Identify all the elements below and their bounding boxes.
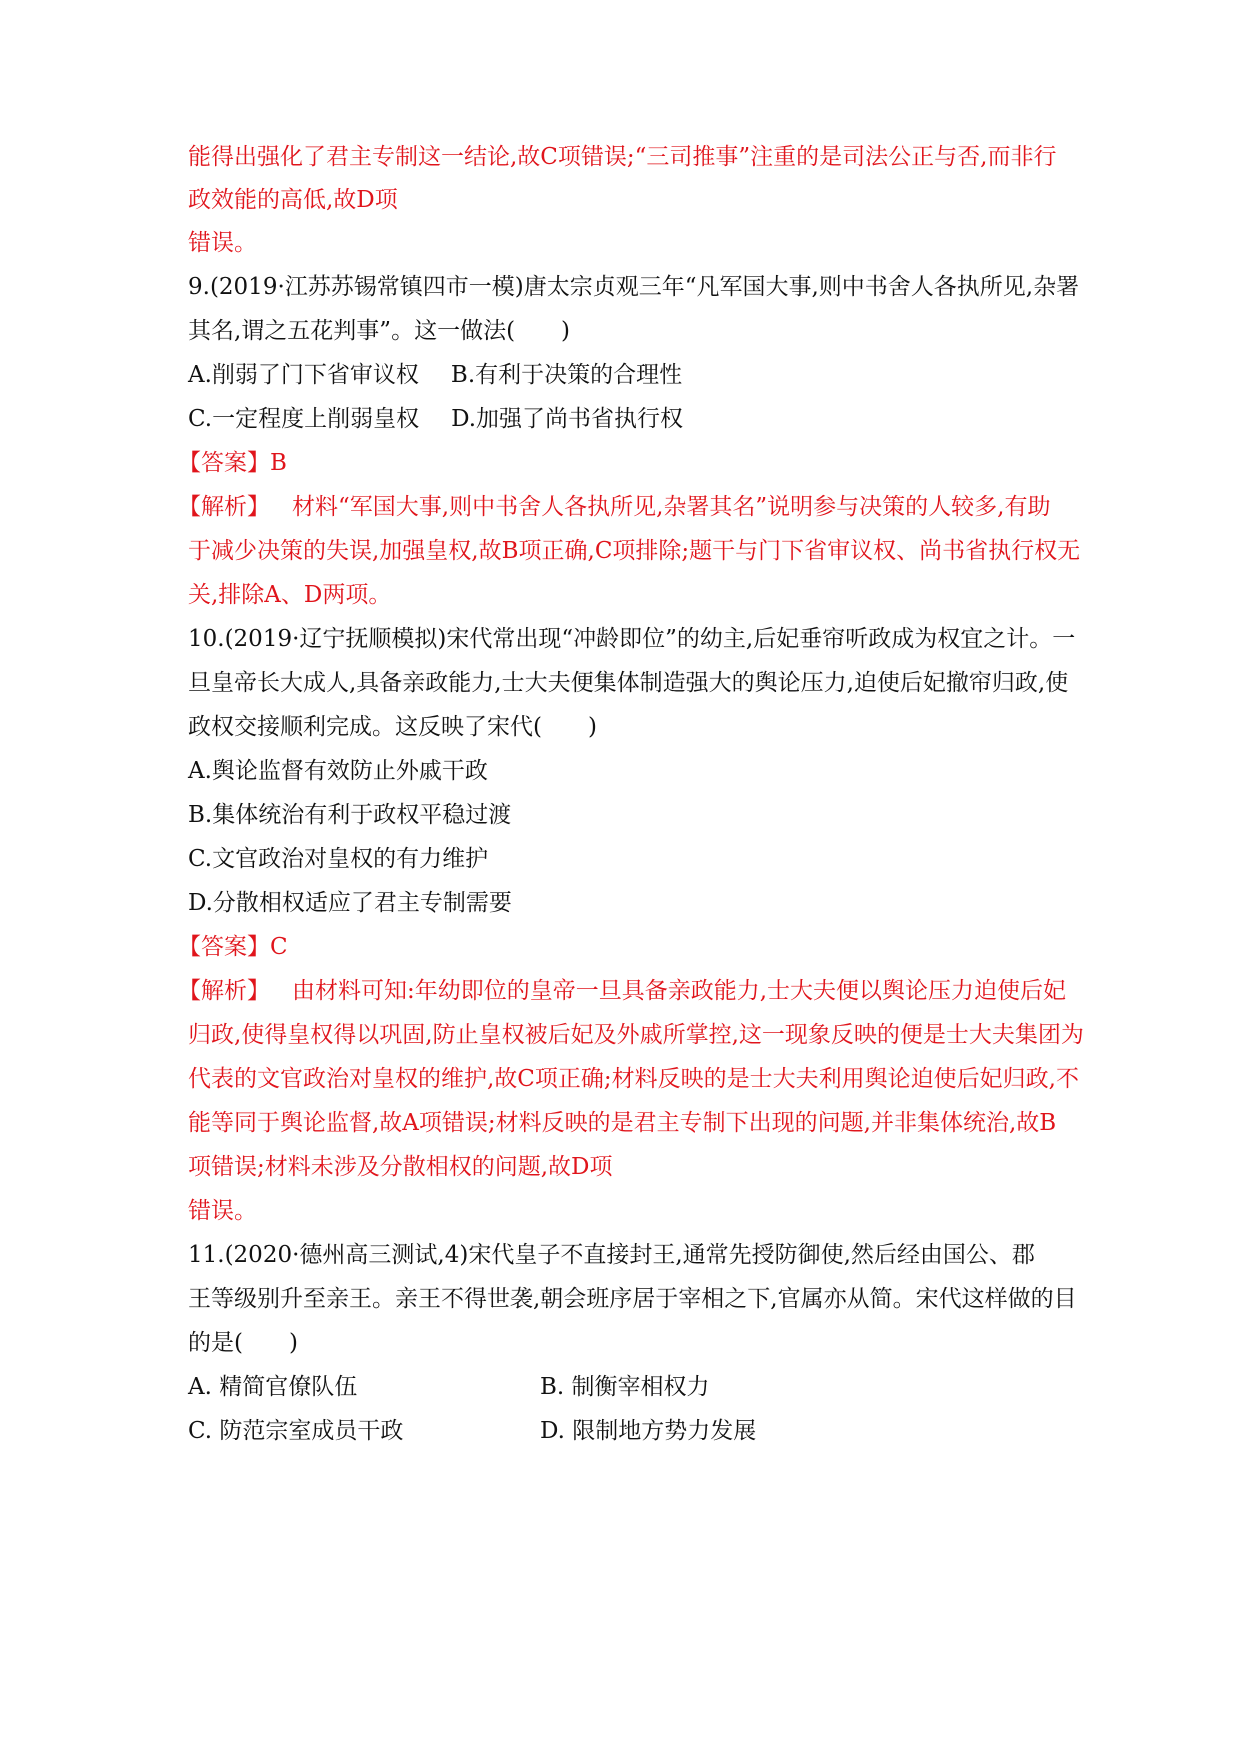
q9-answer-tag: 【答案】 xyxy=(178,450,270,476)
q9-explanation-line-3: 关,排除A、D两项。 xyxy=(188,582,392,608)
q10-answer-tag: 【答案】 xyxy=(178,934,270,960)
q10-explanation-line-3: 代表的文官政治对皇权的维护,故C项正确;材料反映的是士大夫利用舆论迫使后妃归政,不 xyxy=(188,1066,1079,1092)
q11-option-d: D. 限制地方势力发展 xyxy=(540,1418,757,1444)
q9-explanation-line-2: 于减少决策的失误,加强皇权,故B项正确,C项排除;题干与门下省审议权、尚书省执行权无 xyxy=(188,538,1081,564)
q10-stem-line-1: 10.(2019·辽宁抚顺模拟)宋代常出现“冲龄即位”的幼主,后妃垂帘听政成为权宜之计。一 xyxy=(188,626,1076,652)
q9-option-b: B.有利于决策的合理性 xyxy=(450,362,683,388)
q10-explanation-line-2: 归政,使得皇权得以巩固,防止皇权被后妃及外戚所掌控,这一现象反映的便是士大夫集团为 xyxy=(188,1022,1084,1048)
q11-stem-line-3: 的是( ) xyxy=(188,1330,298,1356)
q9-option-d: D.加强了尚书省执行权 xyxy=(451,406,684,432)
q9-explanation-text-1: 材料“军国大事,则中书舍人各执所见,杂署其名”说明参与决策的人较多,有助 xyxy=(292,494,1051,520)
q11-stem-line-2: 王等级别升至亲王。亲王不得世袭,朝会班序居于宰相之下,官属亦从简。宋代这样做的目 xyxy=(188,1286,1077,1312)
q10-option-a: A.舆论监督有效防止外戚干政 xyxy=(188,758,488,784)
q9-options-row-1 xyxy=(188,360,682,390)
q11-options-row-2 xyxy=(188,1416,1088,1446)
q9-options-row-2 xyxy=(188,404,683,434)
q9-answer-value: B xyxy=(270,450,287,476)
q9-explanation-tag: 【解析】 xyxy=(178,494,270,520)
q9-stem-line-2: 其名,谓之五花判事”。这一做法( ) xyxy=(188,318,571,344)
q11-stem-line-1: 11.(2020·德州高三测试,4)宋代皇子不直接封王,通常先授防御使,然后经由国公、郡 xyxy=(188,1242,1035,1268)
q10-explanation-tag: 【解析】 xyxy=(178,978,270,1004)
q10-explanation-line-5: 项错误;材料未涉及分散相权的问题,故D项 xyxy=(188,1154,613,1180)
q11-option-b: B. 制衡宰相权力 xyxy=(540,1374,710,1400)
q10-explanation-line-6: 错误。 xyxy=(188,1198,257,1224)
q11-options-row-1 xyxy=(188,1372,1088,1402)
prev-explanation-line-2: 政效能的高低,故D项 xyxy=(188,187,398,213)
q10-explanation-line-4: 能等同于舆论监督,故A项错误;材料反映的是君主专制下出现的问题,并非集体统治,故B xyxy=(188,1110,1057,1136)
q9-stem-line-1: 9.(2019·江苏苏锡常镇四市一模)唐太宗贞观三年“凡军国大事,则中书舍人各执所见,杂署 xyxy=(188,274,1080,300)
prev-explanation-line-3: 错误。 xyxy=(188,230,257,256)
q10-explanation-text-1: 由材料可知:年幼即位的皇帝一旦具备亲政能力,士大夫便以舆论压力迫使后妃 xyxy=(292,978,1067,1004)
q10-option-d: D.分散相权适应了君主专制需要 xyxy=(188,890,512,916)
q11-option-c: C. 防范宗室成员干政 xyxy=(188,1418,404,1444)
q10-option-c: C.文官政治对皇权的有力维护 xyxy=(188,846,489,872)
q10-stem-line-2: 旦皇帝长大成人,具备亲政能力,士大夫便集体制造强大的舆论压力,迫使后妃撤帘归政,使 xyxy=(188,670,1069,696)
prev-explanation-line-1: 能得出强化了君主专制这一结论,故C项错误;“三司推事”注重的是司法公正与否,而非行 xyxy=(188,144,1057,170)
q10-option-b: B.集体统治有利于政权平稳过渡 xyxy=(188,802,512,828)
q9-answer xyxy=(178,448,287,478)
q10-explanation-line-1 xyxy=(178,976,1066,1006)
q10-stem-line-3: 政权交接顺利完成。这反映了宋代( ) xyxy=(188,714,597,740)
q9-explanation-line-1 xyxy=(178,492,1050,522)
q9-option-a: A.削弱了门下省审议权 xyxy=(188,362,419,388)
q9-option-c: C.一定程度上削弱皇权 xyxy=(188,406,420,432)
q10-answer-value: C xyxy=(270,934,288,960)
q10-answer xyxy=(178,932,288,962)
q11-option-a: A. 精简官僚队伍 xyxy=(188,1374,358,1400)
